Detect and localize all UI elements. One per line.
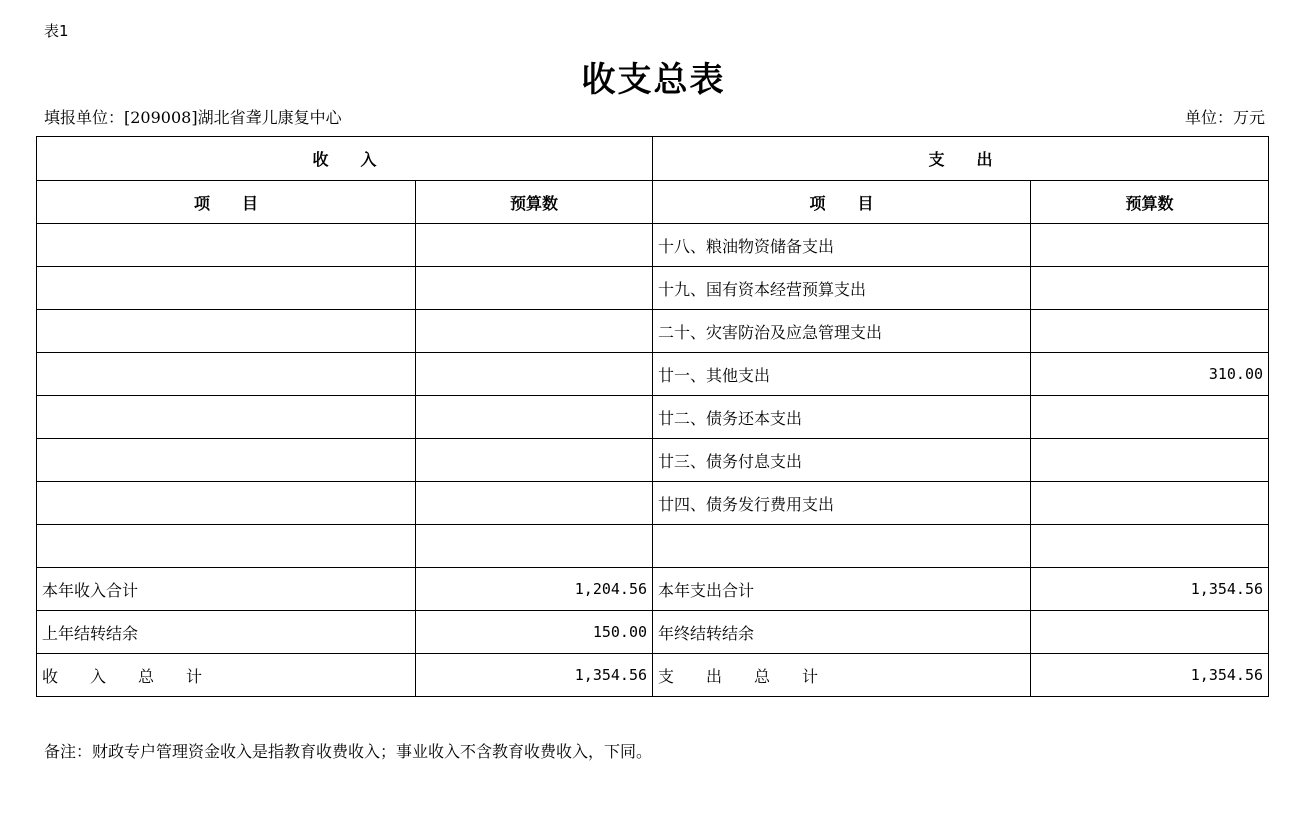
income-budget-cell: 150.00 bbox=[416, 611, 653, 654]
table-row bbox=[37, 611, 1269, 654]
expense-item-cell: 廿二、债务还本支出 bbox=[653, 396, 1031, 439]
table-row bbox=[37, 396, 1269, 439]
filing-unit-label: 填报单位：[209008]湖北省聋儿康复中心 bbox=[44, 108, 342, 127]
income-budget-cell bbox=[416, 224, 653, 267]
expense-item-cell: 本年支出合计 bbox=[653, 568, 1031, 611]
income-budget-cell bbox=[416, 396, 653, 439]
income-budget-cell bbox=[416, 267, 653, 310]
table-row bbox=[37, 310, 1269, 353]
income-budget-cell bbox=[416, 310, 653, 353]
table-number-label: 表1 bbox=[44, 22, 69, 40]
expense-item-cell: 廿三、债务付息支出 bbox=[653, 439, 1031, 482]
income-item-cell bbox=[37, 482, 416, 525]
income-section-header: 收 入 bbox=[37, 137, 653, 181]
income-item-cell bbox=[37, 267, 416, 310]
expense-item-cell: 廿四、债务发行费用支出 bbox=[653, 482, 1031, 525]
income-budget-cell bbox=[416, 439, 653, 482]
currency-unit-label: 单位：万元 bbox=[1184, 108, 1265, 127]
expense-budget-cell: 1,354.56 bbox=[1031, 654, 1269, 697]
income-budget-cell bbox=[416, 525, 653, 568]
expense-item-cell: 十九、国有资本经营预算支出 bbox=[653, 267, 1031, 310]
income-budget-cell bbox=[416, 353, 653, 396]
table-row bbox=[37, 224, 1269, 267]
table-row bbox=[37, 482, 1269, 525]
income-budget-cell: 1,204.56 bbox=[416, 568, 653, 611]
expense-item-cell: 支 出 总 计 bbox=[653, 654, 1031, 697]
expense-budget-cell bbox=[1031, 482, 1269, 525]
income-item-cell bbox=[37, 525, 416, 568]
expense-item-cell: 廿一、其他支出 bbox=[653, 353, 1031, 396]
income-budget-cell bbox=[416, 482, 653, 525]
income-item-cell bbox=[37, 396, 416, 439]
table-row bbox=[37, 654, 1269, 697]
expense-budget-cell bbox=[1031, 439, 1269, 482]
income-item-cell: 上年结转结余 bbox=[37, 611, 416, 654]
income-budget-cell: 1,354.56 bbox=[416, 654, 653, 697]
expense-item-cell: 十八、粮油物资储备支出 bbox=[653, 224, 1031, 267]
expense-budget-cell bbox=[1031, 611, 1269, 654]
table-row bbox=[37, 525, 1269, 568]
income-item-cell bbox=[37, 310, 416, 353]
income-expense-table bbox=[36, 136, 1269, 697]
expense-budget-cell: 1,354.56 bbox=[1031, 568, 1269, 611]
income-item-header: 项 目 bbox=[37, 181, 416, 224]
income-budget-header: 预算数 bbox=[416, 181, 653, 224]
income-item-cell bbox=[37, 439, 416, 482]
table-row bbox=[37, 439, 1269, 482]
column-header-row bbox=[37, 181, 1269, 224]
footnote: 备注：财政专户管理资金收入是指教育收费收入；事业收入不含教育收费收入，下同。 bbox=[44, 742, 653, 761]
expense-budget-cell bbox=[1031, 525, 1269, 568]
expense-section-header: 支 出 bbox=[653, 137, 1269, 181]
income-item-cell bbox=[37, 224, 416, 267]
expense-budget-cell bbox=[1031, 267, 1269, 310]
page-title: 收支总表 bbox=[581, 60, 726, 100]
expense-item-cell: 二十、灾害防治及应急管理支出 bbox=[653, 310, 1031, 353]
table-row bbox=[37, 568, 1269, 611]
expense-budget-cell bbox=[1031, 224, 1269, 267]
expense-item-cell: 年终结转结余 bbox=[653, 611, 1031, 654]
expense-item-header: 项 目 bbox=[653, 181, 1031, 224]
income-item-cell: 本年收入合计 bbox=[37, 568, 416, 611]
expense-budget-cell: 310.00 bbox=[1031, 353, 1269, 396]
expense-budget-header: 预算数 bbox=[1031, 181, 1269, 224]
expense-item-cell bbox=[653, 525, 1031, 568]
income-item-cell bbox=[37, 353, 416, 396]
income-item-cell: 收 入 总 计 bbox=[37, 654, 416, 697]
table-row bbox=[37, 267, 1269, 310]
section-header-row bbox=[37, 137, 1269, 181]
table-row bbox=[37, 353, 1269, 396]
expense-budget-cell bbox=[1031, 396, 1269, 439]
expense-budget-cell bbox=[1031, 310, 1269, 353]
